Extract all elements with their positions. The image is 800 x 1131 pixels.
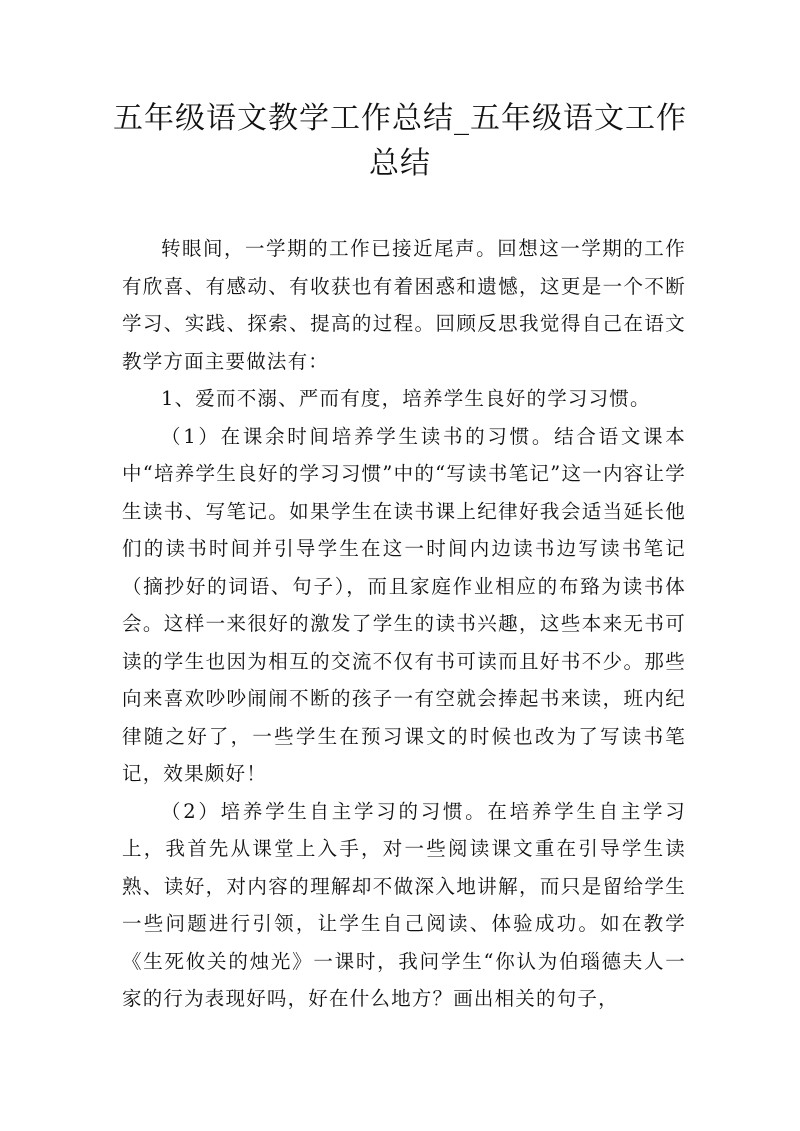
intro-paragraph: 转眼间，一学期的工作已接近尾声。回想这一学期的工作有欣喜、有感动、有收获也有着困惑和遗憾，这更是一个不断学习、实践、探索、提高的过程。回顾反思我觉得自己在语文教学方面主要做法有： <box>122 237 686 373</box>
document-body <box>122 230 686 1018</box>
paragraph-reading-habit: （1）在课余时间培养学生读书的习惯。结合语文课本中“培养学生良好的学习习惯”中的“写读书笔记”这一内容让学生读书、写笔记。如果学生在读书课上纪律好我会适当延长他们的读书时间并引导学生在这一时间内边读书边写读书笔记（摘抄好的词语、句子），而且家庭作业相应的布臵为读书体会。这样一来很好的激发了学生的读书兴趣，这些本来无书可读的学生也因为相互的交流不仅有书可读而且好书不少。那些向来喜欢吵吵闹闹不断的孩子一有空就会捧起书来读，班内纪律随之好了，一些学生在预习课文的时候也改为了写读书笔记，效果颇好！ <box>122 424 686 785</box>
document-title: 五年级语文教学工作总结_五年级语文工作总结 <box>113 101 687 181</box>
section-heading-1: 1、爱而不溺、严而有度，培养学生良好的学习习惯。 <box>161 387 651 410</box>
paragraph-self-study-habit: （2）培养学生自主学习的习惯。在培养学生自主学习上，我首先从课堂上入手，对一些阅读课文重在引导学生读熟、读好，对内容的理解却不做深入地讲解，而只是留给学生一些问题进行引领，让学生自己阅读、体验成功。如在教学《生死攸关的烛光》一课时，我问学生“你认为伯瑙德夫人一家的行为表现好吗，好在什么地方？画出相关的句子， <box>122 799 686 1010</box>
